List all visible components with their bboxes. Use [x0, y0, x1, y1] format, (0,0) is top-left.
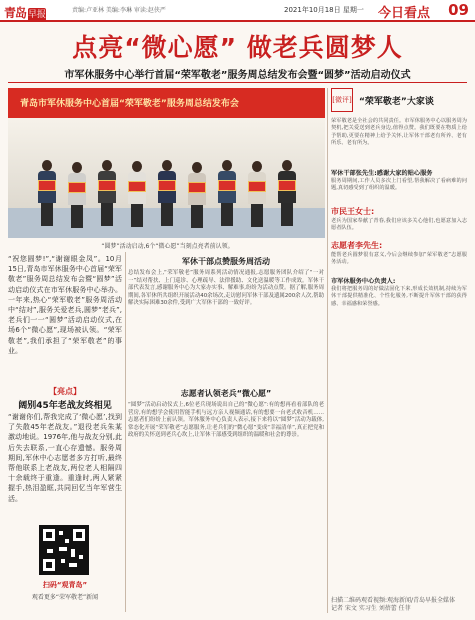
subheadline: 市军休服务中心举行首届“荣军敬老”服务周总结发布会暨“圆梦”活动启动仪式 — [64, 70, 411, 81]
commentary-intro: 荣军敬老是全社会的共同责任。市军休服务中心以服务周为契机,把关爱送到老兵身边,值得点赞。我们既要在物质上给予帮助,更要在精神上给予关怀,让军休干部老有所养、老有所乐、老有所为。 — [331, 118, 467, 147]
issue-date: 2021年10月18日 星期一 — [284, 6, 364, 14]
logo-text: 青岛 — [4, 6, 27, 20]
photo-person — [246, 161, 268, 227]
photo-person — [36, 160, 58, 226]
editor-credits: 责编:卢亚林 美编:李琳 审读:赵侠严 — [72, 7, 166, 14]
section-body-2: “圆梦”活动启动仪式上,6位老兵现场说出自己的“微心愿”:有的想再看看部队的老营房,有的想学会使用智能手机与远方亲人视频通话,有的想要一台老式收音机……志愿者们纷纷上前认领。军休服务中心负责人表示,接下来将以“圆梦”活动为载体,常态化开展“荣军敬老”志愿服务,让老兵们的“微心愿”变成“幸福清单”,真正把党和政府的关怀送到老兵心坎上,让军休干部感受到组织的温暖和社会的尊崇。 — [128, 402, 324, 439]
commentary-box-header — [331, 88, 467, 112]
masthead-bar — [0, 0, 475, 22]
qr-caption: 扫码“观青岛” — [42, 581, 88, 589]
commentary-text-1: 服务周期间,工作人员多次上门看望,帮我解决了看病难的问题,真切感受到了组织的温暖。 — [331, 178, 467, 192]
logo-badge: 早报 — [28, 10, 47, 20]
commentary-label: [微评] — [331, 88, 353, 112]
photo-person — [276, 160, 298, 226]
column-divider — [125, 252, 126, 612]
video-note: 扫描二维码观看视频:观海新闻/青岛早报全媒体 — [331, 597, 456, 604]
photo-banner-text: 青岛市军休服务中心首届“荣军敬老”服务周总结发布会 — [20, 99, 239, 109]
commentary-subhead-2: 市军休服务中心负责人: — [331, 278, 396, 285]
newspaper-logo — [4, 2, 68, 18]
lead-paragraph: “祝您圆梦!”,“谢谢眼金凤”。10月15日,青岛市军休服务中心首届“荣军敬老”服务周总结发布会暨“圆梦”活动启动仪式在市军休服务中心举办。一年来,热心“荣军敬老”服务周活动中“结对”,服务关爱老兵,圆梦“老兵”,老兵们一一“圆梦”活动启动仪式,在场6个“微心愿”,现场被认领。“荣军敬老”,我们承担了“荣军敬老”的事业。 — [8, 255, 122, 355]
commentary-speaker-a: 市民王女士: — [331, 207, 375, 216]
photo-person — [186, 162, 208, 228]
highlight-body: “谢谢你们,帮我完成了‘微心愿’,找到了失散45年老战友。”退役老兵朱某激动地说。1976年,他与战友分别,此后失去联系,一直心存遗憾。服务周期间,军休中心志愿者多方打听,最终帮他联系上老战友,两位老人相隔四十余载终于重逢。重逢时,两人紧紧握手,热泪盈眶,共同回忆当年军营生活。 — [8, 413, 122, 503]
commentary-text-a: 老兵为国家奉献了青春,我们应该多关心他们,也愿意加入志愿者队伍。 — [331, 218, 467, 232]
reporter-byline: 记者 宋文 实习生 刘蓓蕾 任菲 — [331, 605, 411, 612]
section-body-1: 总结发布会上,“荣军敬老”服务周系列活动情况通报,志愿服务团队介绍了“一对一”结对帮扶、上门巡诊、心理疏导、法律援助、文化送温暖等工作成效。军休干部代表发言,感谢服务中心为大家办实事、解难事,纷纷为活动点赞。据了解,服务周期间,各军休所共组织开展活动40余场次,走访慰问军休干部及遗属200余人次,帮助解决实际困难30余件,受到广大军休干部的一致好评。 — [128, 270, 324, 307]
event-photo — [8, 88, 325, 238]
commentary-title: “荣军敬老”大家谈 — [359, 96, 434, 107]
qr-code[interactable] — [39, 525, 89, 575]
photo-person — [66, 162, 88, 228]
highlight-tag: 【亮点】 — [49, 387, 81, 396]
section-name: 今日看点 — [378, 6, 431, 21]
section-title-1: 军休干部点赞服务周活动 — [182, 257, 270, 266]
section-title-2: 志愿者认领老兵“微心愿” — [180, 389, 272, 398]
commentary-speaker-b: 志愿者李先生: — [331, 241, 383, 250]
commentary-subhead-1: 军休干部张先生:感谢大家的贴心服务 — [331, 170, 433, 177]
photo-person — [126, 161, 148, 227]
qr-subcaption: 观看更多“荣军敬老”新闻 — [31, 594, 99, 601]
header-divider — [8, 82, 467, 83]
headline: 点亮“微心愿” 做老兵圆梦人 — [72, 33, 403, 62]
photo-person — [156, 160, 178, 226]
page-number: 09 — [448, 1, 469, 19]
column-divider — [327, 88, 328, 613]
highlight-title: 阔别45年老战友终相见 — [18, 401, 112, 411]
commentary-text-b: 能帮老兵圆梦很有意义,今后会继续参加“荣军敬老”志愿服务活动。 — [331, 252, 467, 266]
photo-person — [96, 160, 118, 226]
commentary-text-2: 我们将把服务周的好做法固化下来,形成长效机制,持续为军休干部提供精准化、个性化服务,不断提升军休干部的获得感、幸福感和荣誉感。 — [331, 286, 467, 307]
photo-person — [216, 160, 238, 226]
photo-caption: “圆梦”活动启动,6个“微心愿”当刻点亮者前认领。 — [101, 243, 234, 250]
article-credits — [331, 597, 467, 613]
